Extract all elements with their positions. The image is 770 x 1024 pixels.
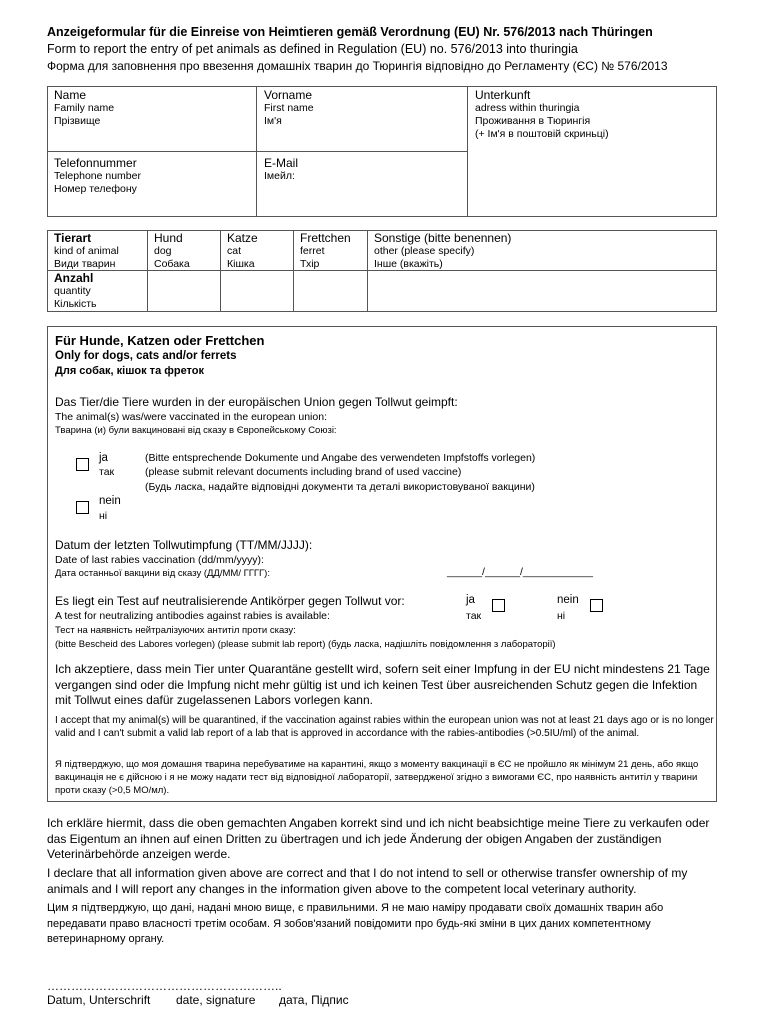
column-dog: Hund dog Собака [154, 231, 190, 270]
vaccination-question-en: The animal(s) was/were vaccinated in the european union: [55, 411, 327, 423]
first-name-field[interactable]: Vorname First name Ім'я [264, 88, 314, 127]
vaccination-date-en: Date of last rabies vaccination (dd/mm/yyyy): [55, 554, 264, 566]
column-ferret: Frettchen ferret Тхір [300, 231, 351, 270]
address-field[interactable]: Unterkunft adress within thuringia Проживання в Тюрингія (+ Ім'я в поштовій скриньці) [475, 88, 609, 140]
section-heading-en: Only for dogs, cats and/or ferrets [55, 350, 237, 362]
vaccination-date-uk: Дата останньої вакцини від сказу (ДД/ММ/ ГГГГ): [55, 568, 270, 579]
declaration-en: I declare that all information given above are correct and that I do not intend to sell or otherwise transfer ownership of my animals and I will report any changes in the information given above to the competent local veterinary authority. [47, 866, 688, 896]
email-field[interactable]: E-Mail Імейл: [264, 156, 299, 182]
section-heading-de: Für Hunde, Katzen oder Frettchen [55, 333, 265, 348]
vaccinated-no-checkbox[interactable] [76, 501, 89, 514]
yes-label-uk: так [99, 466, 115, 478]
no-label-de: nein [99, 495, 121, 507]
vaccination-date-de: Datum der letzten Tollwutimpfung (TT/MM/JJJJ): [55, 538, 313, 552]
signature-line[interactable]: ………………………………………………….. [47, 979, 282, 993]
title-ukrainian: Форма для заповнення про ввезення домашніх тварин до Тюрингія відповідно до Регламенту (ЄС) № 576/2013 [47, 59, 668, 73]
vaccinated-yes-checkbox[interactable] [76, 458, 89, 471]
quantity-label: Anzahl quantity Кількість [54, 271, 97, 310]
declaration-de: Ich erkläre hiermit, dass die oben gemachten Angaben korrekt sind und ich nicht beabsichtige meine Tiere zu verkaufen oder das Eigentum an ihnen auf einen Dritten zu übertragen und ich jede Änderung der obigen Angaben der zuständigen Veterinärbehörde anzeigen werde. [47, 816, 710, 861]
antibody-test-uk: Тест на наявність нейтралізуючих антитіл проти сказу: [55, 625, 296, 636]
signature-label-uk: дата, Підпис [279, 993, 349, 1007]
quarantine-text-uk: Я підтверджую, що моя домашня тварина перебуватиме на карантині, якщо з моменту вакцинації в ЄС не пройшло як мінімум 21 день, або якщо вакцинація не є дійсною і я не можу надати тест від відповідної лабораторії, затвердженої згідно з вимогами ЄС, про наявність антитіл у тварини проти сказу (>0,5 МО/мл). [55, 759, 699, 796]
column-cat: Katze cat Кішка [227, 231, 258, 270]
signature-label-en: date, signature [176, 993, 256, 1007]
tierart-label: Tierart kind of animal Види тварин [54, 231, 119, 270]
test-no-label-uk: ні [557, 610, 566, 622]
vaccination-question-de: Das Tier/die Tiere wurden in der europäischen Union gegen Tollwut geimpft: [55, 395, 458, 409]
vaccination-question-uk: Тварина (и) були вакциновані від сказу в Європейському Союзі: [55, 425, 337, 436]
declaration-uk: Цим я підтверджую, що дані, надані мною вище, є правильними. Я не маю наміру продавати своїх домашніх тварин або передавати право власності третім особам. Я зобов'язаний повідомити про будь-які зміни в цих даних компетентному ветеринарному органу. [47, 902, 664, 945]
quarantine-text-de: Ich akzeptiere, dass mein Tier unter Quarantäne gestellt wird, sofern seit einer Impfung in der EU nicht mindestens 21 Tage vergangen sind oder die Impfung nicht mehr gültig ist und ich keinen Test über ausreichenden Schutz gegen die Infektion mit Tollwut eines dafür zugelassenen Labors vorlegen kann. [55, 662, 710, 707]
quarantine-text-en: I accept that my animal(s) will be quarantined, if the vaccination against rabies within the european union was not at least 21 days ago or is no longer valid and I can't submit a valid lab report of a lab that is approved in accordance with the rabies-antibodies (>0.5IU/ml) of the animal. [55, 715, 714, 739]
test-yes-checkbox[interactable] [492, 599, 505, 612]
yes-note-en: (please submit relevant documents including brand of used vaccine) [145, 466, 462, 478]
title-german: Anzeigeformular für die Einreise von Heimtieren gemäß Verordnung (EU) Nr. 576/2013 nach Thüringen [47, 25, 653, 39]
test-no-label-de: nein [557, 594, 579, 606]
quantity-dog-input[interactable] [148, 271, 220, 311]
family-name-field[interactable]: Name Family name Прізвище [54, 88, 115, 127]
antibody-test-de: Es liegt ein Test auf neutralisierende Antikörper gegen Tollwut vor: [55, 594, 405, 608]
vaccination-date-input[interactable]: ______/______/____________ [447, 566, 593, 578]
quantity-ferret-input[interactable] [294, 271, 367, 311]
test-yes-label-de: ja [466, 594, 475, 606]
antibody-test-note: (bitte Bescheid des Labores vorlegen) (please submit lab report) (будь ласка, надішліть повідомлення з лабораторії) [55, 639, 556, 650]
yes-label-de: ja [99, 452, 108, 464]
title-english: Form to report the entry of pet animals as defined in Regulation (EU) no. 576/2013 into thuringia [47, 42, 578, 56]
antibody-test-en: A test for neutralizing antibodies against rabies is available: [55, 610, 330, 622]
test-no-checkbox[interactable] [590, 599, 603, 612]
yes-note-uk: (Будь ласка, надайте відповідні документи та деталі використовуваної вакцини) [145, 481, 535, 493]
test-yes-label-uk: так [466, 610, 482, 622]
yes-note-de: (Bitte entsprechende Dokumente und Angabe des verwendeten Impfstoffs vorlegen) [145, 452, 536, 464]
telephone-field[interactable]: Telefonnummer Telephone number Номер телефону [54, 156, 141, 195]
section-heading-uk: Для собак, кішок та фреток [55, 365, 205, 377]
quantity-cat-input[interactable] [221, 271, 293, 311]
column-other: Sonstige (bitte benennen) other (please specify) Інше (вкажіть) [374, 231, 512, 270]
no-label-uk: ні [99, 510, 108, 522]
quantity-other-input[interactable] [368, 271, 716, 311]
signature-label-de: Datum, Unterschrift [47, 993, 151, 1007]
